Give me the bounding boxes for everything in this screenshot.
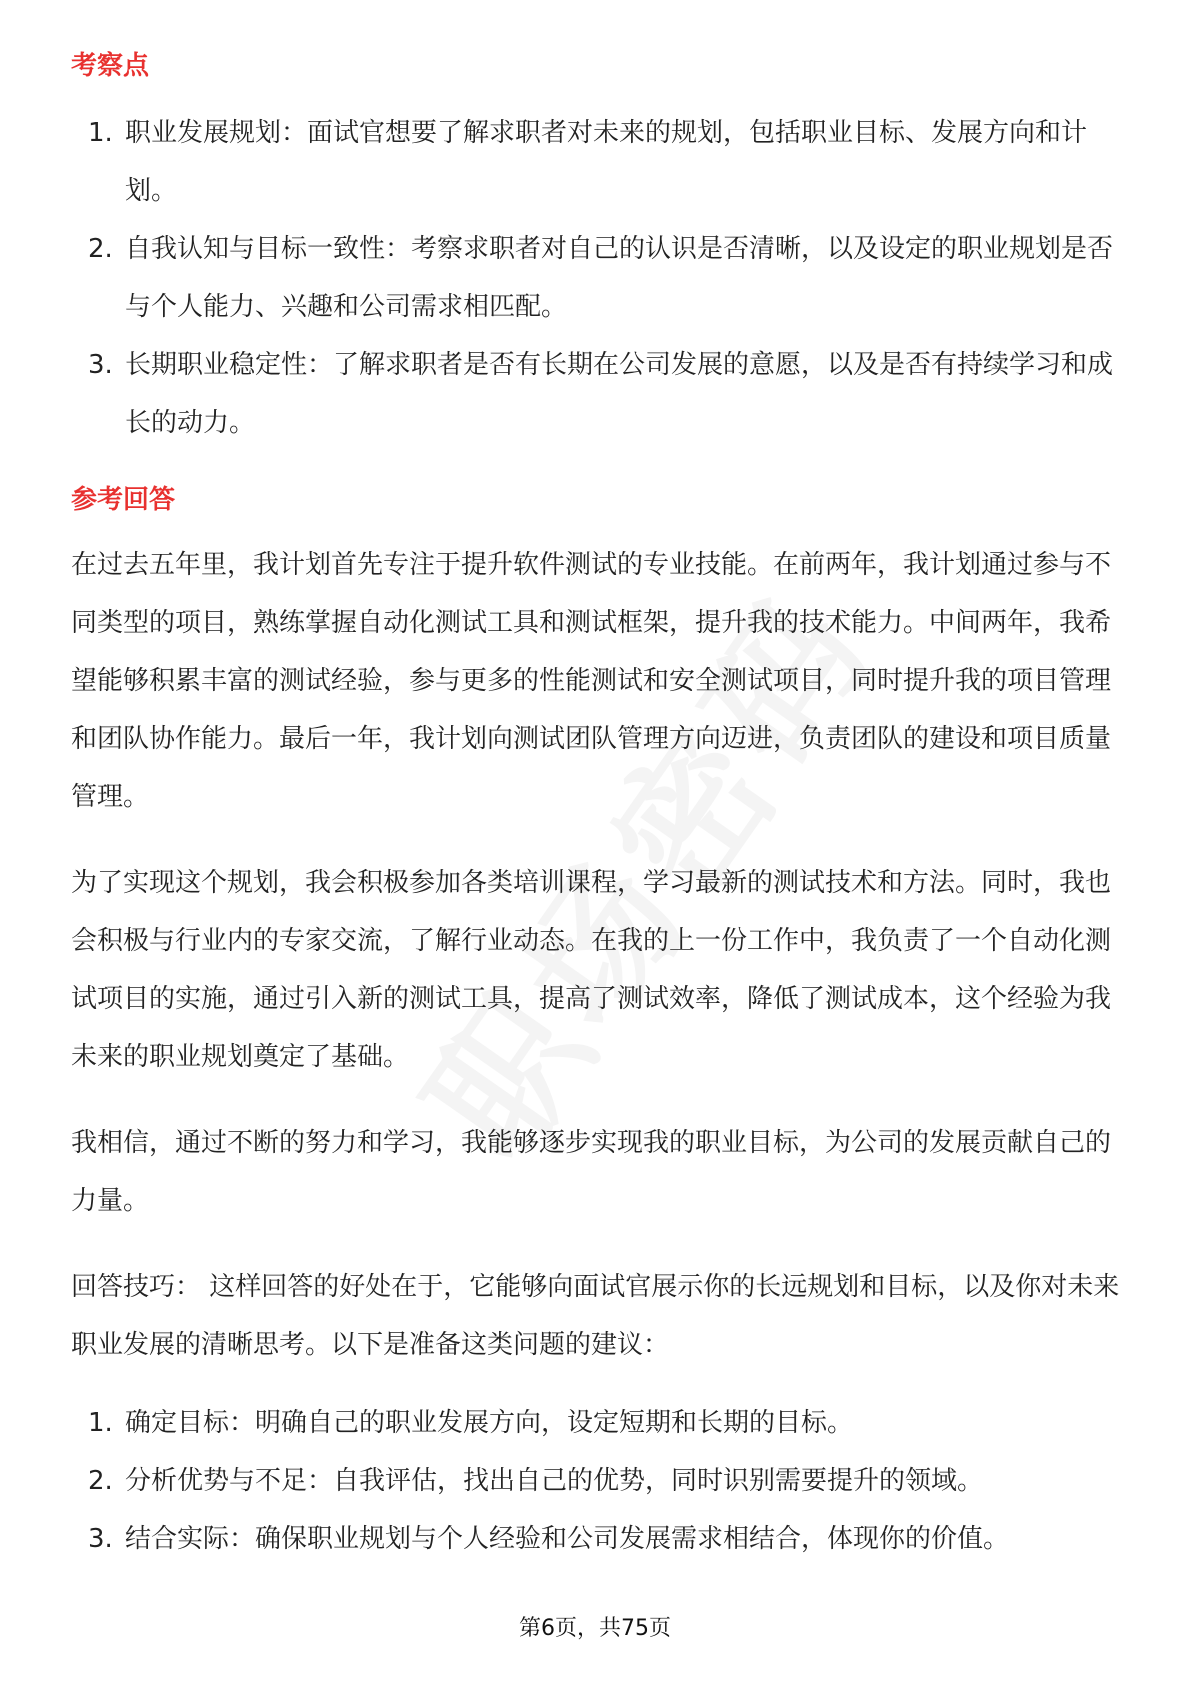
exam-points-list xyxy=(71,104,1121,452)
page-content xyxy=(71,46,1121,1568)
list-item: 1. 职业发展规划：面试官想要了解求职者对未来的规划，包括职业目标、发展方向和计划。 xyxy=(88,118,1088,206)
list-item: 2. 分析优势与不足：自我评估，找出自己的优势，同时识别需要提升的领域。 xyxy=(88,1466,984,1496)
list-item: 3. 结合实际：确保职业规划与个人经验和公司发展需求相结合，体现你的价值。 xyxy=(88,1524,1010,1554)
page-number: 第6页，共75页 xyxy=(519,1616,671,1641)
answer-paragraph: 在过去五年里，我计划首先专注于提升软件测试的专业技能。在前两年，我计划通过参与不同类型的项目，熟练掌握自动化测试工具和测试框架，提升我的技术能力。中间两年，我希望能够积累丰富的测试经验，参与更多的性能测试和安全测试项目，同时提升我的项目管理和团队协作能力。最后一年，我计划向测试团队管理方向迈进，负责团队的建设和项目质量管理。 xyxy=(71,550,1112,812)
tips-list xyxy=(71,1394,1121,1568)
answer-paragraph: 我相信，通过不断的努力和学习，我能够逐步实现我的职业目标，为公司的发展贡献自己的力量。 xyxy=(71,1128,1112,1216)
list-item: 3. 长期职业稳定性：了解求职者是否有长期在公司发展的意愿，以及是否有持续学习和成长的动力。 xyxy=(88,350,1114,438)
answer-paragraph: 为了实现这个规划，我会积极参加各类培训课程，学习最新的测试技术和方法。同时，我也会积极与行业内的专家交流，了解行业动态。在我的上一份工作中，我负责了一个自动化测试项目的实施，通过引入新的测试工具，提高了测试效率，降低了测试成本，这个经验为我未来的职业规划奠定了基础。 xyxy=(71,868,1112,1072)
section-title-reference-answer: 参考回答 xyxy=(71,485,176,515)
section-title-exam-points: 考察点 xyxy=(71,51,150,81)
list-item: 2. 自我认知与目标一致性：考察求职者对自己的认识是否清晰，以及设定的职业规划是否与个人能力、兴趣和公司需求相匹配。 xyxy=(88,234,1114,322)
list-item: 1. 确定目标：明确自己的职业发展方向，设定短期和长期的目标。 xyxy=(88,1408,854,1438)
answer-tips-paragraph: 回答技巧： 这样回答的好处在于，它能够向面试官展示你的长远规划和目标，以及你对未来职业发展的清晰思考。以下是准备这类问题的建议： xyxy=(71,1272,1120,1360)
